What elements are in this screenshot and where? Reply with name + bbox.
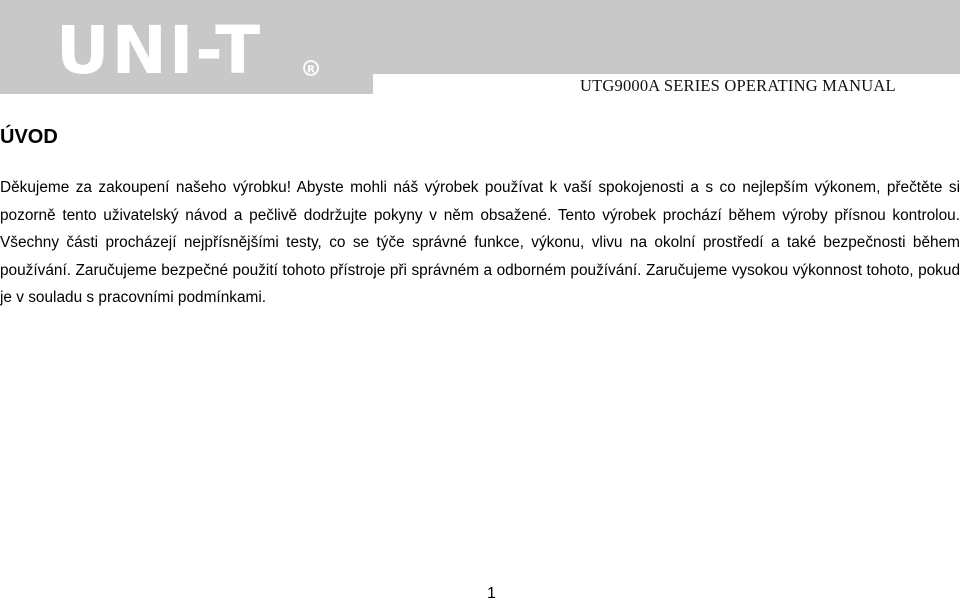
brand-wordmark: UNI-T: [56, 13, 263, 81]
manual-title: UTG9000A SERIES OPERATING MANUAL: [580, 76, 896, 95]
uni-t-logo: [56, 13, 326, 81]
page-header: [0, 0, 960, 94]
section-title: ÚVOD: [0, 126, 58, 148]
registered-mark-icon: [304, 61, 318, 76]
page-number: 1: [487, 585, 496, 602]
intro-paragraph: Děkujeme za zakoupení našeho výrobku! Abyste mohli náš výrobek používat k vaší spokojenosti a s co nejlepším výkonem, přečtěte si pozorně tento uživatelský návod a pečlivě dodržujte pokyny v něm obsažené. Tento výrobek prochází během výroby přísnou kontrolou. Všechny části procházejí nejpřísnějšími testy, co se týče správné funkce, výkonu, vlivu na okolní prostředí a také bezpečnosti během používání. Zaručujeme bezpečné použití tohoto přístroje při správném a odborném používání. Zaručujeme vysokou výkonnost tohoto, pokud je v souladu s pracovními podmínkami.: [0, 179, 960, 306]
svg-text:R: R: [307, 64, 315, 76]
